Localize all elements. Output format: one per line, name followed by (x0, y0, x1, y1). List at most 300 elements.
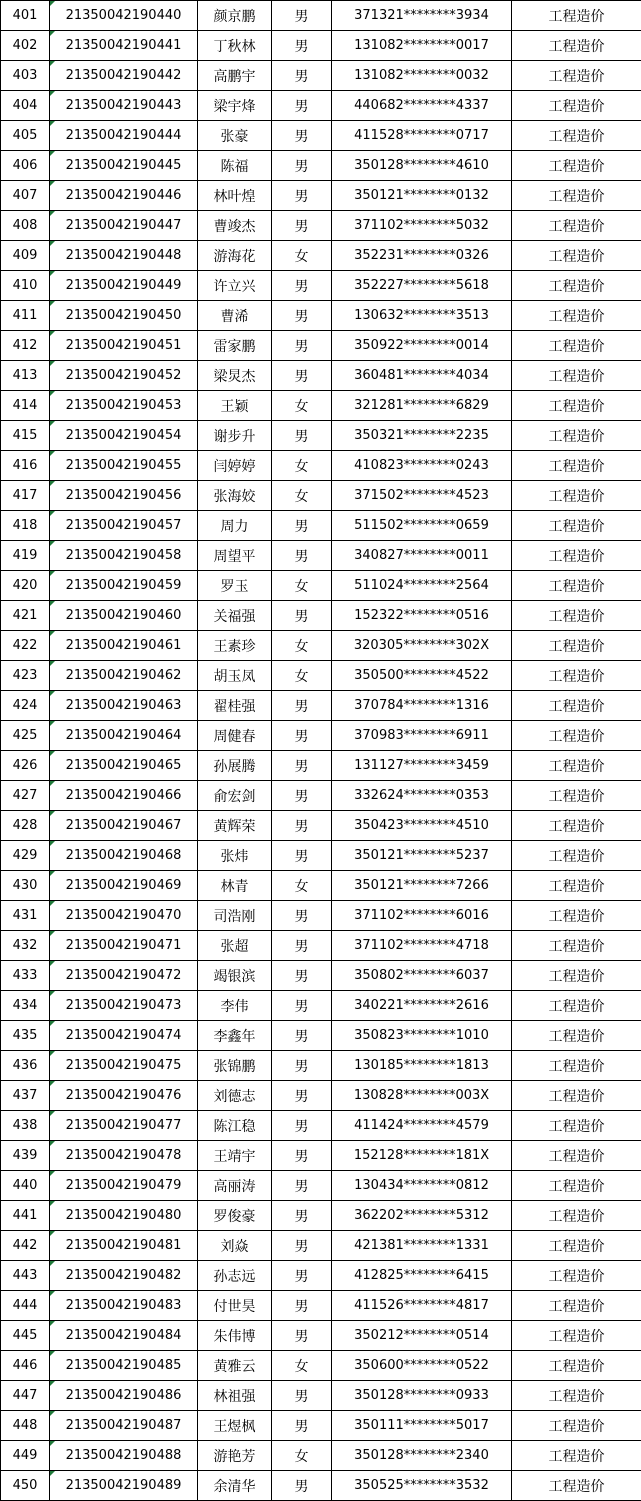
id-card-cell: 152322********0516 (332, 601, 512, 631)
id-card-cell: 511502********0659 (332, 511, 512, 541)
id-card-cell: 411526********4817 (332, 1291, 512, 1321)
row-number-cell: 446 (1, 1351, 50, 1381)
row-number-cell: 431 (1, 901, 50, 931)
id-card-cell: 421381********1331 (332, 1231, 512, 1261)
name-cell: 黄雅云 (198, 1351, 272, 1381)
gender-cell: 女 (272, 391, 332, 421)
table-row (1, 211, 641, 241)
row-number-cell: 450 (1, 1471, 50, 1501)
gender-cell: 男 (272, 511, 332, 541)
student-id-cell: 21350042190463 (50, 691, 198, 721)
gender-cell: 男 (272, 361, 332, 391)
name-cell: 王素珍 (198, 631, 272, 661)
table-row (1, 1321, 641, 1351)
id-card-cell: 350321********2235 (332, 421, 512, 451)
major-cell: 工程造价 (512, 811, 641, 841)
id-card-cell: 362202********5312 (332, 1201, 512, 1231)
major-cell: 工程造价 (512, 1321, 641, 1351)
row-number-cell: 406 (1, 151, 50, 181)
name-cell: 林祖强 (198, 1381, 272, 1411)
table-row (1, 1351, 641, 1381)
student-id-cell: 21350042190453 (50, 391, 198, 421)
major-cell: 工程造价 (512, 601, 641, 631)
id-card-cell: 371321********3934 (332, 1, 512, 31)
id-card-cell: 340221********2616 (332, 991, 512, 1021)
major-cell: 工程造价 (512, 451, 641, 481)
table-row (1, 601, 641, 631)
row-number-cell: 429 (1, 841, 50, 871)
table-row (1, 31, 641, 61)
major-cell: 工程造价 (512, 391, 641, 421)
row-number-cell: 423 (1, 661, 50, 691)
table-row (1, 751, 641, 781)
table-row (1, 1381, 641, 1411)
major-cell: 工程造价 (512, 331, 641, 361)
row-number-cell: 413 (1, 361, 50, 391)
id-card-cell: 371102********4718 (332, 931, 512, 961)
row-number-cell: 448 (1, 1411, 50, 1441)
major-cell: 工程造价 (512, 1411, 641, 1441)
major-cell: 工程造价 (512, 691, 641, 721)
id-card-cell: 350121********0132 (332, 181, 512, 211)
gender-cell: 男 (272, 961, 332, 991)
major-cell: 工程造价 (512, 151, 641, 181)
id-card-cell: 130434********0812 (332, 1171, 512, 1201)
gender-cell: 男 (272, 751, 332, 781)
major-cell: 工程造价 (512, 61, 641, 91)
major-cell: 工程造价 (512, 871, 641, 901)
major-cell: 工程造价 (512, 901, 641, 931)
name-cell: 翟桂强 (198, 691, 272, 721)
table-row (1, 1111, 641, 1141)
gender-cell: 男 (272, 1261, 332, 1291)
gender-cell: 男 (272, 421, 332, 451)
gender-cell: 女 (272, 661, 332, 691)
id-card-cell: 350802********6037 (332, 961, 512, 991)
gender-cell: 男 (272, 1, 332, 31)
table-row (1, 1201, 641, 1231)
table-row (1, 631, 641, 661)
student-id-cell: 21350042190487 (50, 1411, 198, 1441)
major-cell: 工程造价 (512, 181, 641, 211)
gender-cell: 男 (272, 781, 332, 811)
table-row (1, 811, 641, 841)
table-row (1, 151, 641, 181)
gender-cell: 男 (272, 31, 332, 61)
student-id-cell: 21350042190485 (50, 1351, 198, 1381)
name-cell: 高鹏宇 (198, 61, 272, 91)
id-card-cell: 371102********6016 (332, 901, 512, 931)
row-number-cell: 442 (1, 1231, 50, 1261)
student-id-cell: 21350042190457 (50, 511, 198, 541)
gender-cell: 男 (272, 121, 332, 151)
id-card-cell: 332624********0353 (332, 781, 512, 811)
id-card-cell: 411424********4579 (332, 1111, 512, 1141)
gender-cell: 男 (272, 541, 332, 571)
gender-cell: 男 (272, 1021, 332, 1051)
gender-cell: 女 (272, 451, 332, 481)
table-row (1, 1291, 641, 1321)
row-number-cell: 420 (1, 571, 50, 601)
id-card-cell: 350212********0514 (332, 1321, 512, 1351)
student-id-cell: 21350042190488 (50, 1441, 198, 1471)
id-card-cell: 410823********0243 (332, 451, 512, 481)
table-row (1, 271, 641, 301)
id-card-cell: 370784********1316 (332, 691, 512, 721)
gender-cell: 男 (272, 1231, 332, 1261)
row-number-cell: 417 (1, 481, 50, 511)
student-id-cell: 21350042190459 (50, 571, 198, 601)
student-id-cell: 21350042190473 (50, 991, 198, 1021)
major-cell: 工程造价 (512, 541, 641, 571)
table-row (1, 541, 641, 571)
id-card-cell: 350121********7266 (332, 871, 512, 901)
major-cell: 工程造价 (512, 301, 641, 331)
student-id-cell: 21350042190450 (50, 301, 198, 331)
name-cell: 俞宏剑 (198, 781, 272, 811)
id-card-cell: 152128********181X (332, 1141, 512, 1171)
major-cell: 工程造价 (512, 961, 641, 991)
id-card-cell: 350823********1010 (332, 1021, 512, 1051)
row-number-cell: 435 (1, 1021, 50, 1051)
row-number-cell: 401 (1, 1, 50, 31)
major-cell: 工程造价 (512, 1291, 641, 1321)
id-card-cell: 350128********2340 (332, 1441, 512, 1471)
table-row (1, 331, 641, 361)
row-number-cell: 410 (1, 271, 50, 301)
table-row (1, 781, 641, 811)
table-row (1, 901, 641, 931)
id-card-cell: 130828********003X (332, 1081, 512, 1111)
table-row (1, 991, 641, 1021)
student-id-cell: 21350042190469 (50, 871, 198, 901)
student-id-cell: 21350042190446 (50, 181, 198, 211)
row-number-cell: 404 (1, 91, 50, 121)
gender-cell: 男 (272, 901, 332, 931)
name-cell: 张超 (198, 931, 272, 961)
major-cell: 工程造价 (512, 481, 641, 511)
name-cell: 张炜 (198, 841, 272, 871)
row-number-cell: 437 (1, 1081, 50, 1111)
id-card-cell: 371102********5032 (332, 211, 512, 241)
table-row (1, 1171, 641, 1201)
name-cell: 罗俊豪 (198, 1201, 272, 1231)
table-body (1, 1, 641, 1501)
gender-cell: 男 (272, 1141, 332, 1171)
student-id-cell: 21350042190470 (50, 901, 198, 931)
student-id-cell: 21350042190483 (50, 1291, 198, 1321)
student-id-cell: 21350042190442 (50, 61, 198, 91)
table-row (1, 1081, 641, 1111)
id-card-cell: 350111********5017 (332, 1411, 512, 1441)
name-cell: 竭银滨 (198, 961, 272, 991)
name-cell: 张锦鹏 (198, 1051, 272, 1081)
id-card-cell: 350922********0014 (332, 331, 512, 361)
row-number-cell: 408 (1, 211, 50, 241)
table-row (1, 61, 641, 91)
major-cell: 工程造价 (512, 991, 641, 1021)
row-number-cell: 418 (1, 511, 50, 541)
row-number-cell: 412 (1, 331, 50, 361)
gender-cell: 男 (272, 301, 332, 331)
name-cell: 付世昊 (198, 1291, 272, 1321)
name-cell: 陈江稳 (198, 1111, 272, 1141)
name-cell: 张海姣 (198, 481, 272, 511)
table-row (1, 841, 641, 871)
id-card-cell: 130185********1813 (332, 1051, 512, 1081)
id-card-cell: 350500********4522 (332, 661, 512, 691)
table-row (1, 91, 641, 121)
row-number-cell: 441 (1, 1201, 50, 1231)
name-cell: 周望平 (198, 541, 272, 571)
student-id-cell: 21350042190444 (50, 121, 198, 151)
name-cell: 许立兴 (198, 271, 272, 301)
student-id-cell: 21350042190474 (50, 1021, 198, 1051)
name-cell: 刘焱 (198, 1231, 272, 1261)
major-cell: 工程造价 (512, 241, 641, 271)
id-card-cell: 440682********4337 (332, 91, 512, 121)
gender-cell: 男 (272, 841, 332, 871)
major-cell: 工程造价 (512, 781, 641, 811)
gender-cell: 男 (272, 1411, 332, 1441)
major-cell: 工程造价 (512, 1, 641, 31)
name-cell: 孙展腾 (198, 751, 272, 781)
table-row (1, 301, 641, 331)
student-id-cell: 21350042190481 (50, 1231, 198, 1261)
id-card-cell: 412825********6415 (332, 1261, 512, 1291)
id-card-cell: 350423********4510 (332, 811, 512, 841)
table-row (1, 1441, 641, 1471)
name-cell: 游艳芳 (198, 1441, 272, 1471)
id-card-cell: 370983********6911 (332, 721, 512, 751)
student-id-cell: 21350042190460 (50, 601, 198, 631)
student-id-cell: 21350042190471 (50, 931, 198, 961)
table-row (1, 1021, 641, 1051)
row-number-cell: 430 (1, 871, 50, 901)
row-number-cell: 447 (1, 1381, 50, 1411)
major-cell: 工程造价 (512, 91, 641, 121)
table-row (1, 1261, 641, 1291)
student-id-cell: 21350042190466 (50, 781, 198, 811)
gender-cell: 女 (272, 871, 332, 901)
gender-cell: 男 (272, 271, 332, 301)
name-cell: 胡玉凤 (198, 661, 272, 691)
row-number-cell: 405 (1, 121, 50, 151)
name-cell: 司浩刚 (198, 901, 272, 931)
name-cell: 罗玉 (198, 571, 272, 601)
name-cell: 周力 (198, 511, 272, 541)
student-id-cell: 21350042190441 (50, 31, 198, 61)
student-id-cell: 21350042190448 (50, 241, 198, 271)
major-cell: 工程造价 (512, 1351, 641, 1381)
major-cell: 工程造价 (512, 421, 641, 451)
table-row (1, 1411, 641, 1441)
name-cell: 陈福 (198, 151, 272, 181)
student-id-cell: 21350042190486 (50, 1381, 198, 1411)
gender-cell: 男 (272, 211, 332, 241)
table-row (1, 871, 641, 901)
gender-cell: 女 (272, 571, 332, 601)
id-card-cell: 321281********6829 (332, 391, 512, 421)
row-number-cell: 428 (1, 811, 50, 841)
student-id-cell: 21350042190467 (50, 811, 198, 841)
name-cell: 王煜枫 (198, 1411, 272, 1441)
gender-cell: 男 (272, 1381, 332, 1411)
major-cell: 工程造价 (512, 1261, 641, 1291)
student-id-cell: 21350042190475 (50, 1051, 198, 1081)
student-id-cell: 21350042190477 (50, 1111, 198, 1141)
table-row (1, 1471, 641, 1501)
table-row (1, 241, 641, 271)
major-cell: 工程造价 (512, 841, 641, 871)
gender-cell: 男 (272, 1201, 332, 1231)
id-card-cell: 350600********0522 (332, 1351, 512, 1381)
name-cell: 关福强 (198, 601, 272, 631)
table-row (1, 421, 641, 451)
name-cell: 闫婷婷 (198, 451, 272, 481)
gender-cell: 男 (272, 931, 332, 961)
student-id-cell: 21350042190478 (50, 1141, 198, 1171)
name-cell: 颜京鹏 (198, 1, 272, 31)
major-cell: 工程造价 (512, 31, 641, 61)
table-row (1, 1141, 641, 1171)
gender-cell: 男 (272, 91, 332, 121)
gender-cell: 女 (272, 241, 332, 271)
student-id-cell: 21350042190484 (50, 1321, 198, 1351)
table-row (1, 391, 641, 421)
id-card-cell: 360481********4034 (332, 361, 512, 391)
table-row (1, 1, 641, 31)
table-row (1, 721, 641, 751)
id-card-cell: 131127********3459 (332, 751, 512, 781)
row-number-cell: 403 (1, 61, 50, 91)
name-cell: 梁宇烽 (198, 91, 272, 121)
row-number-cell: 432 (1, 931, 50, 961)
table-row (1, 691, 641, 721)
row-number-cell: 419 (1, 541, 50, 571)
name-cell: 林叶煌 (198, 181, 272, 211)
row-number-cell: 407 (1, 181, 50, 211)
table-row (1, 1051, 641, 1081)
id-card-cell: 320305********302X (332, 631, 512, 661)
gender-cell: 女 (272, 481, 332, 511)
table-row (1, 571, 641, 601)
row-number-cell: 445 (1, 1321, 50, 1351)
row-number-cell: 426 (1, 751, 50, 781)
major-cell: 工程造价 (512, 1441, 641, 1471)
gender-cell: 男 (272, 601, 332, 631)
gender-cell: 男 (272, 991, 332, 1021)
row-number-cell: 409 (1, 241, 50, 271)
row-number-cell: 443 (1, 1261, 50, 1291)
gender-cell: 男 (272, 151, 332, 181)
student-id-cell: 21350042190456 (50, 481, 198, 511)
major-cell: 工程造价 (512, 1381, 641, 1411)
row-number-cell: 444 (1, 1291, 50, 1321)
major-cell: 工程造价 (512, 121, 641, 151)
row-number-cell: 424 (1, 691, 50, 721)
id-card-cell: 350128********0933 (332, 1381, 512, 1411)
student-id-cell: 21350042190451 (50, 331, 198, 361)
gender-cell: 男 (272, 1051, 332, 1081)
student-id-cell: 21350042190458 (50, 541, 198, 571)
student-id-cell: 21350042190482 (50, 1261, 198, 1291)
major-cell: 工程造价 (512, 931, 641, 961)
table-row (1, 181, 641, 211)
id-card-cell: 350525********3532 (332, 1471, 512, 1501)
name-cell: 曹竣杰 (198, 211, 272, 241)
name-cell: 朱伟博 (198, 1321, 272, 1351)
student-id-cell: 21350042190489 (50, 1471, 198, 1501)
student-id-cell: 21350042190480 (50, 1201, 198, 1231)
row-number-cell: 416 (1, 451, 50, 481)
student-id-cell: 21350042190440 (50, 1, 198, 31)
major-cell: 工程造价 (512, 361, 641, 391)
table-row (1, 481, 641, 511)
name-cell: 张豪 (198, 121, 272, 151)
name-cell: 余清华 (198, 1471, 272, 1501)
table-row (1, 931, 641, 961)
major-cell: 工程造价 (512, 271, 641, 301)
student-id-cell: 21350042190462 (50, 661, 198, 691)
student-id-cell: 21350042190479 (50, 1171, 198, 1201)
row-number-cell: 402 (1, 31, 50, 61)
major-cell: 工程造价 (512, 631, 641, 661)
student-id-cell: 21350042190449 (50, 271, 198, 301)
id-card-cell: 411528********0717 (332, 121, 512, 151)
table-row (1, 1231, 641, 1261)
table-row (1, 451, 641, 481)
row-number-cell: 434 (1, 991, 50, 1021)
major-cell: 工程造价 (512, 1231, 641, 1261)
id-card-cell: 350121********5237 (332, 841, 512, 871)
gender-cell: 男 (272, 691, 332, 721)
student-id-cell: 21350042190445 (50, 151, 198, 181)
name-cell: 林青 (198, 871, 272, 901)
major-cell: 工程造价 (512, 1081, 641, 1111)
name-cell: 游海花 (198, 241, 272, 271)
student-id-cell: 21350042190464 (50, 721, 198, 751)
gender-cell: 男 (272, 1321, 332, 1351)
major-cell: 工程造价 (512, 751, 641, 781)
name-cell: 周健春 (198, 721, 272, 751)
row-number-cell: 438 (1, 1111, 50, 1141)
student-id-cell: 21350042190447 (50, 211, 198, 241)
gender-cell: 女 (272, 1441, 332, 1471)
name-cell: 刘德志 (198, 1081, 272, 1111)
major-cell: 工程造价 (512, 721, 641, 751)
name-cell: 谢步升 (198, 421, 272, 451)
student-id-cell: 21350042190465 (50, 751, 198, 781)
table-row (1, 661, 641, 691)
gender-cell: 男 (272, 1291, 332, 1321)
name-cell: 李伟 (198, 991, 272, 1021)
name-cell: 雷家鹏 (198, 331, 272, 361)
gender-cell: 女 (272, 631, 332, 661)
name-cell: 王靖宇 (198, 1141, 272, 1171)
gender-cell: 男 (272, 811, 332, 841)
major-cell: 工程造价 (512, 1471, 641, 1501)
id-card-cell: 130632********3513 (332, 301, 512, 331)
id-card-cell: 131082********0032 (332, 61, 512, 91)
gender-cell: 男 (272, 721, 332, 751)
id-card-cell: 371502********4523 (332, 481, 512, 511)
major-cell: 工程造价 (512, 511, 641, 541)
student-id-cell: 21350042190461 (50, 631, 198, 661)
major-cell: 工程造价 (512, 1201, 641, 1231)
id-card-cell: 131082********0017 (332, 31, 512, 61)
name-cell: 丁秋林 (198, 31, 272, 61)
